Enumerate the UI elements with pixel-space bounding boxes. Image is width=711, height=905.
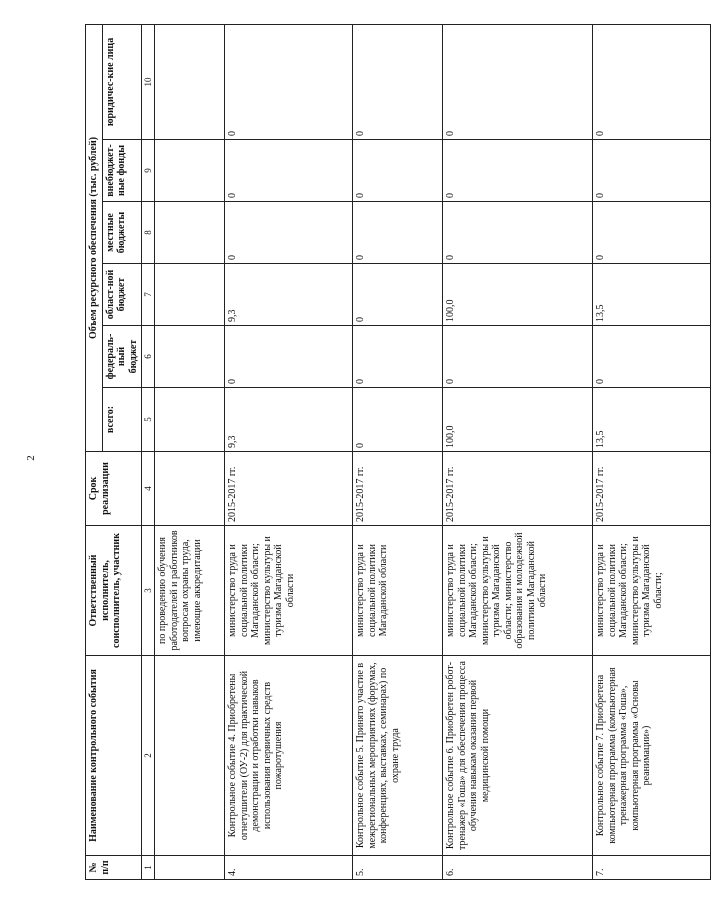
funding-value-cell: 0 (225, 140, 353, 202)
responsible-cell: министерство труда и социальной политики Магаданской области (353, 526, 443, 656)
subheader-offbudget: внебюджет-ные фонды (102, 140, 142, 202)
column-number: 10 (142, 24, 155, 139)
event-cell: Контрольное событие 4. Приобретены огнетушители (ОУ-2) для практической демонстрации и отработки навыков использования первичных средств пожаротушения (225, 656, 353, 856)
event-cell: Контрольное событие 7. Приобретена компьютерная программа (компьютерная тренажерная программа «Гоша», компьютерная программа «Основы реанимации») (593, 656, 711, 856)
funding-value-cell: 0 (593, 326, 711, 388)
row-number: 7. (593, 856, 711, 880)
table-row (225, 24, 353, 879)
funding-value-cell: 0 (443, 326, 593, 388)
column-number: 3 (142, 526, 155, 656)
funding-value-cell: 0 (593, 140, 711, 202)
header-event: Наименование контрольного события (86, 656, 142, 856)
funding-value-cell: 0 (225, 24, 353, 139)
event-cell: Контрольное событие 5. Принято участие в межрегиональных мероприятиях (форумах, конференциях, выставках, семинарах) по охране труда (353, 656, 443, 856)
funding-value-cell: 0 (353, 24, 443, 139)
subheader-regional: област-ной бюджет (102, 264, 142, 326)
subheader-federal: федераль-ный бюджет (102, 326, 142, 388)
control-events-table (85, 24, 711, 880)
subheader-total: всего: (102, 388, 142, 452)
term-cell: 2015-2017 гг. (593, 452, 711, 526)
column-number: 7 (142, 264, 155, 326)
funding-value-cell: 0 (443, 202, 593, 264)
funding-value-cell: 0 (593, 202, 711, 264)
funding-value-cell: 13,5 (593, 264, 711, 326)
funding-value-cell: 0 (225, 202, 353, 264)
funding-value-cell (155, 24, 225, 139)
header-resources: Объем ресурсного обеспечения (тыс. рублей) (86, 24, 103, 451)
table-row (155, 24, 225, 879)
funding-value-cell: 9,3 (225, 264, 353, 326)
funding-value-cell (155, 326, 225, 388)
column-number: 8 (142, 202, 155, 264)
table-row (353, 24, 443, 879)
responsible-cell: министерство труда и социальной политики Магаданской области; министерство культуры и туризма Магаданской области; министерство образования и молодежной политики Магаданской области (443, 526, 593, 656)
funding-value-cell: 0 (443, 140, 593, 202)
header-row (86, 24, 103, 879)
funding-value-cell: 0 (593, 24, 711, 139)
column-number: 1 (142, 856, 155, 880)
column-number: 2 (142, 656, 155, 856)
term-cell: 2015-2017 гг. (443, 452, 593, 526)
column-number: 9 (142, 140, 155, 202)
subheader-legal: юридичес-кие лица (102, 24, 142, 139)
funding-value-cell: 0 (353, 140, 443, 202)
row-number: 5. (353, 856, 443, 880)
column-number: 6 (142, 326, 155, 388)
table-body (155, 24, 711, 879)
row-number: 4. (225, 856, 353, 880)
funding-value-cell: 0 (353, 388, 443, 452)
rotated-table-container (85, 25, 664, 880)
funding-value-cell: 100,0 (443, 388, 593, 452)
funding-value-cell: 100,0 (443, 264, 593, 326)
event-cell: Контрольное событие 6. Приобретен робот-тренажер «Гоша» для обеспечения процесса обучения навыкам оказания первой медицинской помощи (443, 656, 593, 856)
funding-value-cell: 0 (225, 326, 353, 388)
table-row (593, 24, 711, 879)
column-number: 4 (142, 452, 155, 526)
funding-value-cell: 0 (353, 326, 443, 388)
term-cell: 2015-2017 гг. (353, 452, 443, 526)
responsible-cell: по проведению обучения работодателей и работников вопросам охраны труда, имеющие аккредитации (155, 526, 225, 656)
funding-value-cell (155, 388, 225, 452)
funding-value-cell (155, 264, 225, 326)
term-cell: 2015-2017 гг. (225, 452, 353, 526)
column-number-row (142, 24, 155, 879)
funding-value-cell: 9,3 (225, 388, 353, 452)
funding-value-cell: 0 (443, 24, 593, 139)
term-cell (155, 452, 225, 526)
responsible-cell: министерство труда и социальной политики Магаданской области; министерство культуры и туризма Магаданской области (225, 526, 353, 656)
event-cell (155, 656, 225, 856)
table-row (443, 24, 593, 879)
subheader-local: местные бюджеты (102, 202, 142, 264)
column-number: 5 (142, 388, 155, 452)
funding-value-cell (155, 202, 225, 264)
header-number: № п/п (86, 856, 142, 880)
funding-value-cell: 0 (353, 264, 443, 326)
funding-value-cell (155, 140, 225, 202)
row-number (155, 856, 225, 880)
responsible-cell: министерство труда и социальной политики Магаданской области; министерство культуры и туризма Магаданской области; (593, 526, 711, 656)
header-term: Срок реализации (86, 452, 142, 526)
row-number: 6. (443, 856, 593, 880)
header-responsible: Ответственный исполнитель, соисполнитель, участник (86, 526, 142, 656)
funding-value-cell: 13,5 (593, 388, 711, 452)
funding-value-cell: 0 (353, 202, 443, 264)
page-number: 2 (24, 455, 37, 461)
